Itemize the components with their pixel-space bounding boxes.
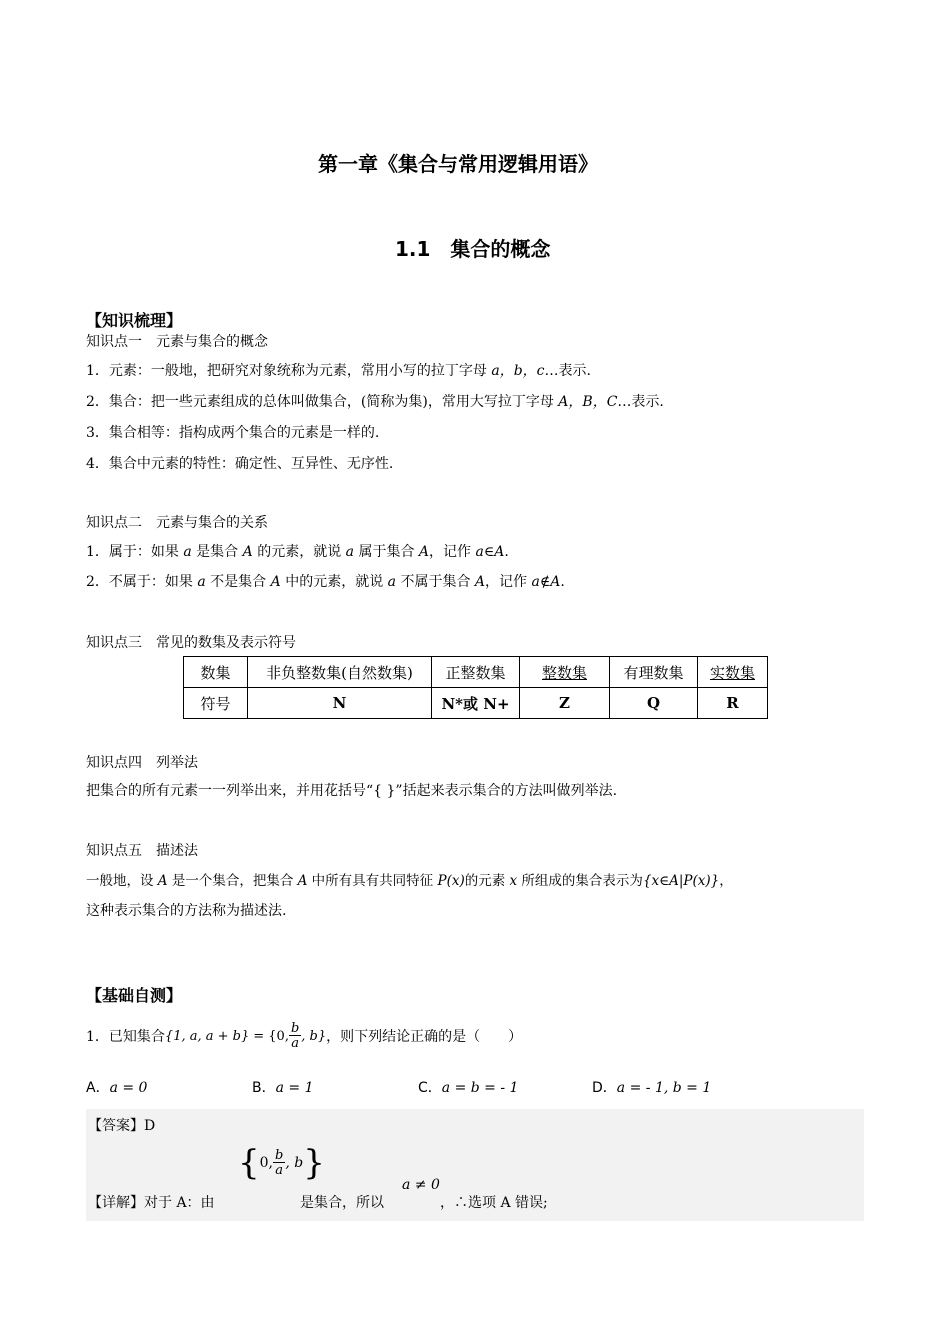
question-1 — [86, 1014, 522, 1058]
kp1-line-2-tail: …表示. — [617, 394, 664, 410]
kp1-line-1-math: a，b，c — [491, 363, 545, 379]
kp5-line-1: 一般地，设 A 是一个集合，把集合 A 中所有具有共同特征 P(x)的元素 x 所组成的集合表示为{x∈A|P(x)}， — [86, 873, 733, 889]
answer-set-a: 0, — [259, 1155, 273, 1171]
answer-detail — [88, 1192, 215, 1212]
q1-set-right: , b} — [301, 1028, 327, 1044]
q1-set-left: {1, a, a + b} — [164, 1028, 250, 1044]
table-cell: 非负整数集(自然数集) — [248, 657, 432, 688]
table-cell: Q — [610, 688, 698, 719]
kp4-heading: 知识点四 列举法 — [86, 755, 198, 771]
q1-option-b[interactable]: B．a = 1 — [252, 1080, 314, 1096]
section-title: 1.1 集合的概念 — [395, 237, 551, 261]
q1-eq: = {0, — [253, 1028, 289, 1044]
kp1-heading: 知识点一 元素与集合的概念 — [86, 334, 268, 350]
kp1-line-4: 4．集合中元素的特性：确定性、互异性、无序性. — [86, 456, 394, 472]
kp3-heading: 知识点三 常见的数集及表示符号 — [86, 635, 296, 651]
q1-fraction: $\frac{b}{a}$ — [290, 1021, 300, 1051]
kp1-line-2-math: A，B，C — [558, 394, 618, 410]
q1-option-d[interactable]: D．a = - 1, b = 1 — [592, 1080, 712, 1096]
table-cell-text: 实数集 — [709, 663, 755, 682]
kp4-line: 把集合的所有元素一一列举出来，并用花括号“{ }”括起来表示集合的方法叫做列举法. — [86, 783, 618, 799]
kp2-line-1: 1．属于：如果 a 是集合 A 的元素，就说 a 属于集合 A，记作 a∈A. — [86, 544, 509, 560]
answer-detail-tail: ，∴选项 A 错误; — [440, 1195, 548, 1211]
kp5-line-2: 这种表示集合的方法称为描述法. — [86, 903, 287, 919]
kp1-line-1-text: 1．元素：一般地，把研究对象统称为元素，常用小写的拉丁字母 — [86, 363, 487, 379]
table-cell: R — [698, 688, 768, 719]
table-cell: 有理数集 — [610, 657, 698, 688]
number-sets-table — [183, 656, 768, 719]
kp5-heading: 知识点五 描述法 — [86, 843, 198, 859]
answer-set: { 0, $\frac{b}{a}$ , b } — [238, 1143, 325, 1183]
chapter-title: 第一章《集合与常用逻辑用语》 — [318, 152, 598, 176]
table-cell-text: 整数集 — [541, 663, 587, 682]
answer-detail-prefix: 【详解】对于 A：由 — [88, 1195, 215, 1211]
kp2-heading: 知识点二 元素与集合的关系 — [86, 515, 268, 531]
table-cell: N — [248, 688, 432, 719]
q1-suffix: ，则下列结论正确的是（ ） — [326, 1029, 523, 1045]
answer-detail-mid: 是集合，所以 — [300, 1195, 384, 1211]
table-cell — [520, 657, 610, 688]
table-cell: 数集 — [184, 657, 248, 688]
kp1-line-2 — [86, 391, 664, 411]
q1-prefix: 1．已知集合 — [86, 1029, 165, 1045]
answer-condition: a ≠ 0 — [402, 1177, 440, 1193]
table-cell: N*或 N+ — [432, 688, 520, 719]
answer-fraction: $\frac{b}{a}$ — [275, 1148, 284, 1178]
table-cell: Z — [520, 688, 610, 719]
kp1-line-3: 3．集合相等：指构成两个集合的元素是一样的. — [86, 425, 380, 441]
table-row — [184, 657, 768, 688]
table-cell: 正整数集 — [432, 657, 520, 688]
kp1-line-1-tail: …表示. — [544, 363, 591, 379]
test-header: 【基础自测】 — [86, 986, 183, 1005]
table-cell: 符号 — [184, 688, 248, 719]
kp1-line-2-text: 2．集合：把一些元素组成的总体叫做集合，(简称为集)，常用大写拉丁字母 — [86, 394, 554, 410]
kp1-line-1 — [86, 360, 591, 380]
table-row — [184, 688, 768, 719]
table-cell — [698, 657, 768, 688]
q1-option-a[interactable]: A．a = 0 — [86, 1080, 148, 1096]
q1-option-c[interactable]: C．a = b = - 1 — [418, 1080, 519, 1096]
kp2-line-2: 2．不属于：如果 a 不是集合 A 中的元素，就说 a 不属于集合 A，记作 a∉A. — [86, 574, 565, 590]
answer-label: 【答案】D — [88, 1118, 156, 1134]
answer-set-b: , b — [285, 1155, 304, 1171]
review-header: 【知识梳理】 — [86, 311, 183, 330]
